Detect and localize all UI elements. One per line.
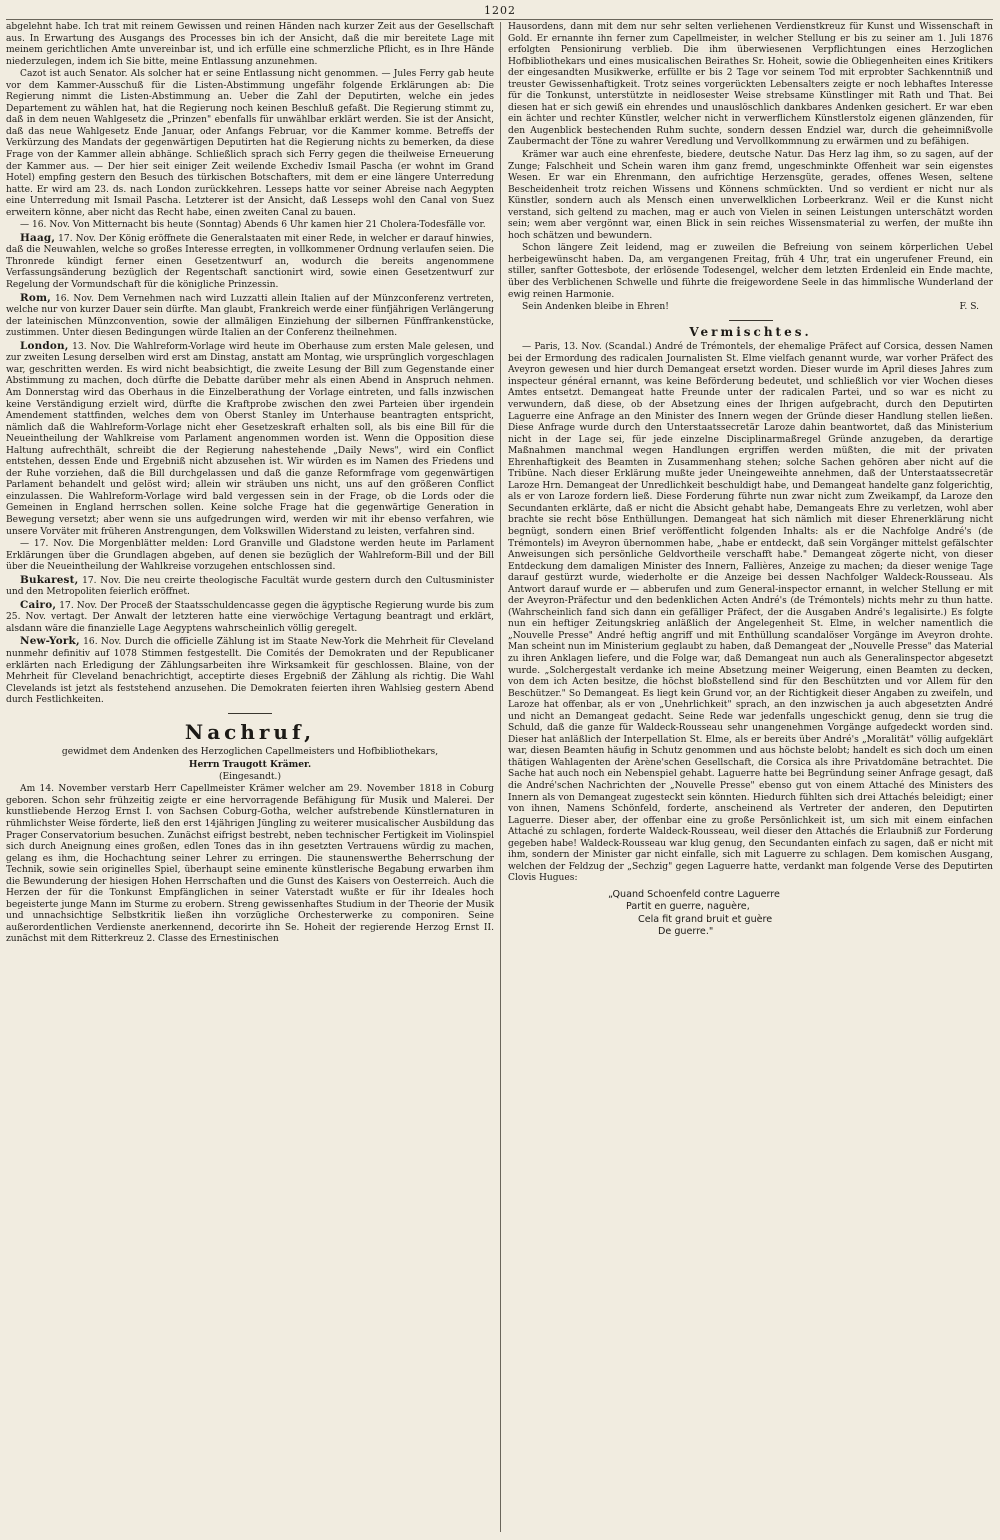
poem-line: „Quand Schoenfeld contre Laguerre	[608, 888, 780, 900]
poem-line: Partit en guerre, naguère,	[626, 901, 750, 913]
dateline-place: Rom,	[20, 291, 51, 304]
column-divider	[500, 22, 501, 1532]
news-item-london: London, 13. Nov. Die Wahlreform-Vorlage wird heute im Oberhause zum ersten Male gelesen, und zur zweiten Lesung derselben wird erst am Dinstag, anstatt am Montag, wie ursprünglich vorgeschlagen war, geschritten werden. Es wird nicht beabsichtigt, die zweite Lesung der Bill zum Gegenstande einer Abstimmung zu machen, doch dürfte die Debatte darüber mehr als einen Abend in Anspruch nehmen. Am Donnerstag wird das Oberhaus in die Einzelberathung der Vorlage eintreten, und falls inzwischen keine Verständigung erzielt wird, dürfte die Kraftprobe zwischen den zwei Parteien über irgendein Amendement stattfinden, welches dem von Oberst Stanley im Unterhause beantragten entspricht, nämlich daß die Wahlreform-Vorlage nicht eher Gesetzeskraft erhalten soll, als bis eine Bill für die Neueintheilung der Wahlkreise vom Parlament angenommen worden ist. Wenn die Opposition diese Haltung aufrechthält, schreibt die der Regierung nahestehende „Daily News", wird ein Conflict entstehen, dessen Ende und Ergebniß nicht abzusehen ist. Wir würden es im Namen des Friedens und der Ruhe vorziehen, daß die Bill durchgelassen und daß die ganze Reformfrage vom gegenwärtigen Parlament behandelt und gelöst wird; allein wir sträuben uns nicht, uns auf den größeren Conflict einzulassen. Die Wahlreform-Vorlage wird bald vergessen sein in der Frage, ob die Lords oder die Gemeinen in England herrschen sollen. Keine solche Frage hat die gegenwärtige Generation in Bewegung versetzt; aber wenn sie uns aufgedrungen wird, werden wir mit ihr ebenso verfahren, wie unsere Vorväter mit früheren Anstrengungen, dem Volkswillen Widerstand zu leisten, verfahren sind.	[6, 339, 494, 537]
poem-line: Cela fit grand bruit et guère	[638, 913, 773, 925]
nachruf-note: (Eingesandt.)	[218, 771, 281, 782]
news-item-rom: Rom, 16. Nov. Dem Vernehmen nach wird Luzzatti allein Italien auf der Münzconferenz vertreten, welche nur von kurzer Dauer sein dürfte. Man glaubt, Frankreich werde einer fünfjährigen Verlängerung der lateinischen Münzconvention, sowie der allmäligen Einziehung der silbernen Fünffrankenstücke, zustimmen. Unter diesen Bedingungen würde Italien an der Conferenz theilnehmen.	[6, 291, 494, 339]
top-rule	[6, 19, 993, 20]
dateline-place: Haag,	[20, 231, 56, 244]
paragraph: Am 14. November verstarb Herr Capellmeister Krämer welcher am 29. November 1818 in Coburg geboren. Schon sehr frühzeitig zeigte er eine hervorragende Befähigung für Musik und Malerei. Der kunstliebende Herzog Ernst I. von Sachsen Coburg-Gotha, welcher aufstrebende Künstlernaturen in rühmlichster Weise förderte, ließ den erst 14jährigen Jüngling zu weiterer musicalischer Ausbildung das Prager Conservatorium besuchen. Zunächst eifrigst bestrebt, neben technischer Fertigkeit im Violinspiel sich durch Aneignung eines großen, edlen Tones das in ihn gesetzten Vertrauens würdig zu machen, gelang es ihm, die Hochachtung seiner Lehrer zu erringen. Die staunenswerthe Beherrschung der Technik, sowie sein originelles Spiel, überhaupt seine eminente künstlerische Begabung erwarben ihm die Bewunderung der hiesigen Hohen Herrschaften und die Gunst des Kaisers von Oesterreich. Auch die Herzen der für die Tonkunst Empfänglichen in seiner Vaterstadt wußte er für ihr Ideales hoch begeisterte junge Mann im Sturme zu erobern. Streng gewissenhaftes Studium in der Theorie der Musik und unnachsichtige Selbstkritik ließen ihn vorzügliche Orchesterwerke zu componiren. Seine außerordentlichen Verdienste anerkennend, decorirte ihn Se. Hoheit der regierende Herzog Ernst II. zunächst mit dem Ritterkreuz 2. Classe des Ernestinischen	[6, 784, 494, 945]
news-item-cairo: Cairo, 17. Nov. Der Proceß der Staatsschuldencasse gegen die ägyptische Regierung wurde bis zum 25. Nov. vertagt. Der Anwalt der letzteren hatte eine vierwöchige Vertagung beantragt und erklärt, alsdann wäre die finanzielle Lage Aegyptens wahrscheinlich völlig geregelt.	[6, 598, 494, 634]
nachruf-name: Herrn Traugott Krämer.	[188, 759, 312, 771]
paragraph: — 17. Nov. Die Morgenblätter melden: Lord Granville und Gladstone werden heute im Parlament Erklärungen über die Grundlagen abgeben, auf denen sie bezüglich der Wahlreform-Bill und der Bill über die Neueintheilung der Wahlkreise vorzugehen entschlossen sind.	[6, 539, 494, 573]
paragraph: Cazot ist auch Senator. Als solcher hat er seine Entlassung nicht genommen. — Jules Ferry gab heute vor dem Kammer-Ausschuß für die Listen-Abstimmung ungefähr folgende Erklärungen ab: Die Regierung nimmt die Listen-Abstimmung an. Ueber die Zahl der Deputirten, welche ein jedes Departement zu wählen hat, hat die Regierung noch keinen Beschluß gefaßt. Die Regierung stimmt zu, daß in dem neuen Wahlgesetz die „Prinzen" ebenfalls für unwählbar erklärt werden. Sie ist der Ansicht, daß das neue Wahlgesetz Ende Januar, oder Anfangs Februar, vor die Kammer komme. Betreffs der Verkürzung des Mandats der gegenwärtigen Deputirten hat die Regierung nichts zu bemerken, da diese Frage von der Kammer allein abhänge. Schließlich sprach sich Ferry gegen die theilweise Erneuerung der Kammer aus. — Der hier seit einiger Zeit weilende Exchediv Ismail Pascha (er wohnt im Grand Hotel) empfing gestern den Besuch des türkischen Botschafters, mit dem er eine längere Unterredung hatte. Er wird am 23. ds. nach London zurückkehren. Lesseps hatte vor seiner Abreise nach Aegypten eine Unterredung mit Ismail Pascha. Letzterer ist der Ansicht, daß Lesseps wohl den Canal von Suez erweitern könne, aber nicht das Recht habe, einen zweiten Canal zu bauen.	[6, 69, 494, 218]
page-number: 1202	[484, 4, 516, 17]
paragraph: Krämer war auch eine ehrenfeste, biedere, deutsche Natur. Das Herz lag ihm, so zu sagen, auf der Zunge; Falschheit und Schein waren ihm ganz fremd, ungeschminkte Offenheit war sein eigenstes Wesen. Er war ein Ehrenmann, den aufrichtige Herzensgüte, gerades, offenes Wesen, seltene Bescheidenheit trotz reichen Wissens und Könnens schmückten. Und so verdient er nicht nur als Künstler, sondern auch als Mensch einen unverwelklichen Lorbeerkranz. Weil er die Kunst nicht verstand, sich geltend zu machen, mag er auch von Vielen in seinen Leistungen unterschätzt worden sein; wem aber vergönnt war, einen Blick in sein reiches Wissensmaterial zu werfen, der mußte ihn hoch schätzen und bewundern.	[508, 150, 993, 241]
dateline-place: London,	[20, 339, 69, 352]
signature: F. S.	[959, 302, 979, 313]
paragraph: — Paris, 13. Nov. (Scandal.) André de Trémontels, der ehemalige Präfect auf Corsica, dessen Namen bei der Ermordung des radicalen Journalisten St. Elme vielfach genannt wurde, war vorher Präfect des Aveyron gewesen und hier durch Demangeat ersetzt worden. Dieser wurde im April dieses Jahres zum inspecteur général ernannt, was keine Beförderung bedeutet, und schließlich vor vier Wochen dieses Amtes entsetzt. Demangeat hatte Freunde unter der radicalen Partei, und so war es nicht zu verwundern, daß diese, ob der Absetzung eines der Ihrigen aufgebracht, durch den Deputirten Laguerre eine Anfrage an den Minister des Innern wegen der Gründe dieser Handlung stellen ließen. Diese Anfrage wurde durch den Unterstaatssecretär Laroze dahin beantwortet, daß das Ministerium nicht in der Lage sei, für jede einzelne Disciplinarmaßregel Gründe anzugeben, da derartige Maßnahmen manchmal wegen Handlungen ergriffen werden müßten, die mit der privaten Ehrenhaftigkeit des Beamten in Zusammenhang stehen; solche Sachen gehören aber nicht auf die Tribüne. Nach dieser Erklärung mußte jeder Uneingeweihte annehmen, daß der Unterstaatssecretär Laroze Hrn. Demangeat der Unredlichkeit beschuldigt habe, und Demangeat handelte ganz folgerichtig, als er von Laroze fordern ließ. Diese Forderung führte nun zwar nicht zum Zweikampf, da Laroze den Secundanten erklärte, daß er nicht die Absicht gehabt habe, Demangeats Ehre zu verletzen, wohl aber brachte sie recht böse Enthüllungen. Demangeat hat sich nämlich mit dieser Ehrenerklärung nicht begnügt, sondern einen Brief veröffentlicht folgenden Inhalts: als er die Nachfolge André's (de Trémontels) im Aveyron übernommen habe, „habe er entdeckt, daß sein Vorgänger mittelst gefälschter Anweisungen sich persönliche Geldvortheile verschafft habe." Demangeat zögerte nicht, von dieser Entdeckung dem damaligen Minister des Innern, Fallières, Anzeige zu machen; da dieser wenige Tage darauf gestürzt wurde, wiederholte er die Anzeige bei dessen Nachfolger Waldeck-Rousseau. Als Antwort darauf wurde er — abberufen und zum General-inspector ernannt, in welcher Stellung er mit der Aveyron-Präfectur und den bedenklichen Acten André's (de Trémontels) nichts mehr zu thun hatte. (Wahrscheinlich fand sich dann ein gefälliger Präfect, der die Ausgaben André's legalisirte.) Es folgte nun ein heftiger Zeitungskrieg anläßlich der Angelegenheit St. Elme, in welcher namentlich die „Nouvelle Presse" André heftig angriff und mit Enthüllung scandalöser Vorgänge im Aveyron drohte. Man scheint nun im Ministerium geglaubt zu haben, daß Demangeat der „Nouvelle Presse" das Material zu ihren Anklagen liefere, und die Folge war, daß Demangeat nun auch als Generalinspector abgesetzt wurde. „Solchergestalt verdanke ich meine Absetzung meiner Weigerung, einen Beamten zu decken, von dem ich Acten besitze, die höchst bloßstellend sind für den Beschützten und vor Allem für den Beschützer." So Demangeat. Es liegt kein Grund vor, an der Richtigkeit dieser Angaben zu zweifeln, und Laroze hat offenbar, als er von „Unehrlichkeit" sprach, an den inzwischen ja auch abgesetzten André und nicht an Demangeat gedacht. Seine Rede war jedenfalls ungeschickt genug, denn sie trug die Schuld, daß die ganze für Waldeck-Rousseau sehr unangenehmen Vorgänge aufgedeckt worden sind. Dieser hat anläßlich der Interpellation St. Elme, als er bereits über André's „Moralität" völlig aufgeklärt war, diesen Beamten häufig in Schutz genommen und aus höchste belobt; handelt es sich doch um einen thätigen Wahlagenten der Arène'schen Gesellschaft, die Corsica als ihre Privatdomäne betrachtet. Die Sache hat auch noch ein Nebenspiel gehabt. Laguerre hatte bei Begründung seiner Anfrage gesagt, daß die André'schen Nachrichten der „Nouvelle Presse" ebenso gut von einem Attaché des Ministers des Innern als von Demangeat zugesteckt sein könnten. Hiedurch fühlten sich drei Attachés beleidigt; einer von ihnen, Namens Schönfeld, forderte, anscheinend als Vertreter der anderen, den Deputirten Laguerre. Dieser aber, der offenbar eine zu große Persönlichkeit ist, um sich mit einem einfachen Attaché zu schlagen, forderte Waldeck-Rousseau, weil dieser den Attachés die Erlaubniß zur Forderung gegeben habe! Waldeck-Rousseau war klug genug, den Secundanten einfach zu sagen, daß er nicht mit ihm, sondern der Minister gar nicht einfalle, sich mit Laguerre zu schlagen. Dem komischen Ausgang, welchen der Feldzug der „Sechzig" gegen Laguerre hatte, verdankt man folgende Verse des Deputirten Clovis Hugues:	[508, 342, 993, 884]
section-separator	[228, 713, 272, 714]
paragraph: Schon längere Zeit leidend, mag er zuweilen die Befreiung von seinem körperlichen Uebel herbeigewünscht haben. Da, am vergangenen Freitag, früh 4 Uhr, trat ein ungerufener Freund, ein stiller, sanfter Gottesbote, der erlösende Todesengel, welcher dem letzten Erdenleid ein Ende machte, über des Verblichenen Schwelle und führte die freigewordene Seele in das himmlische Wunderland der ewig reinen Harmonie.	[508, 243, 993, 300]
right-column	[508, 22, 993, 1532]
section-title-vermischtes: Vermischtes.	[689, 324, 812, 339]
paragraph: — 16. Nov. Von Mitternacht bis heute (Sonntag) Abends 6 Uhr kamen hier 21 Cholera-Todesfälle vor.	[20, 220, 486, 231]
poem	[608, 889, 993, 939]
news-item-newyork: New-York, 16. Nov. Durch die officielle Zählung ist im Staate New-York die Mehrheit für Cleveland nunmehr definitiv auf 1078 Stimmen festgestellt. Die Comités der Demokraten und der Republicaner erklärten nach Erledigung der Zählungsarbeiten ihre Wirksamkeit für geschlossen. Blaine, von der Mehrheit für Cleveland benachrichtigt, acceptirte dieses Ergebniß der Zählung als richtig. Die Wahl Clevelands ist jetzt als feststehend anzusehen. Die Demokraten feierten ihren Wahlsieg gestern Abend durch Festlichkeiten.	[6, 635, 494, 706]
paragraph: Hausordens, dann mit dem nur sehr selten verliehenen Verdienstkreuz für Kunst und Wissenschaft in Gold. Er ernannte ihn ferner zum Capellmeister, in welcher Stellung er bis zu seiner am 1. Juli 1876 erfolgten Pensionirung verblieb. Die ihm überwiesenen Verpflichtungen eines Herzoglichen Hofbibliothekars und eines musicalischen Beirathes Sr. Hoheit, sowie die Obliegenheiten eines Kritikers der eingesandten Musikwerke, erfüllte er bis 2 Tage vor seinem Tod mit erprobter Sachkenntniß und treuster Gewissenhaftigkeit. Trotz seines vorgerückten Lebensalters zeigte er noch lebhaftes Interesse für die Tonkunst, unterstützte in neidlosester Weise strebsame Künstlinger mit Rath und That. Bei diesen hat er sich gewiß ein ehrendes und unauslöschlich dankbares Andenken gesichert. Er war eben ein ächter und rechter Künstler, welcher nicht in verwerflichem Künstlerstolz eigenen glänzenden, für den Augenblick bestechenden Ruhm suchte, sondern dessen Endziel war, durch die geheimnißvolle Zaubermacht der Töne zu wahrer Veredlung und Vervollkommnung zu erwärmen und zu befähigen.	[508, 22, 993, 148]
nachruf-subtitle: gewidmet dem Andenken des Herzoglichen Capellmeisters und Hofbibliothekars,	[61, 746, 439, 757]
paragraph: abgelehnt habe. Ich trat mit reinem Gewissen und reinen Händen nach kurzer Zeit aus der Gesellschaft aus. In Erwartung des Ausgangs des Processes bin ich der Ansicht, daß die mir bereitete Lage mit meinem gerichtlichen Amte unvereinbar ist, und ich erfülle eine schmerzliche Pflicht, es in Ihre Hände niederzulegen, indem ich Sie bitte, meine Entlassung anzunehmen.	[6, 22, 494, 67]
signature-line: Sein Andenken bleibe in Ehren! F. S.	[508, 302, 993, 314]
left-column	[6, 22, 494, 1532]
section-separator	[729, 320, 773, 321]
dateline-place: Cairo,	[20, 598, 57, 611]
news-item-bukarest: Bukarest, 17. Nov. Die neu creirte theologische Facultät wurde gestern durch den Cultusminister und den Metropoliten feierlich eröffnet.	[6, 573, 494, 598]
news-item-haag: Haag, 17. Nov. Der König eröffnete die Generalstaaten mit einer Rede, in welcher er darauf hinwies, daß die Neuwahlen, welche so großes Interesse erregten, in vollkommener Ordnung verlaufen seien. Die Thronrede kündigt ferner einen Gesetzentwurf an, wodurch die bereits angenommene Verfassungsänderung bezüglich der Regentschaft sanctionirt wird, sowie einen Gesetzentwurf zur Regelung der Vormundschaft für die königliche Prinzessin.	[6, 231, 494, 291]
section-title-nachruf: Nachruf,	[184, 719, 316, 744]
poem-line: De guerre."	[658, 926, 714, 938]
dateline-place: Bukarest,	[20, 573, 79, 586]
dateline-place: New-York,	[20, 635, 80, 648]
